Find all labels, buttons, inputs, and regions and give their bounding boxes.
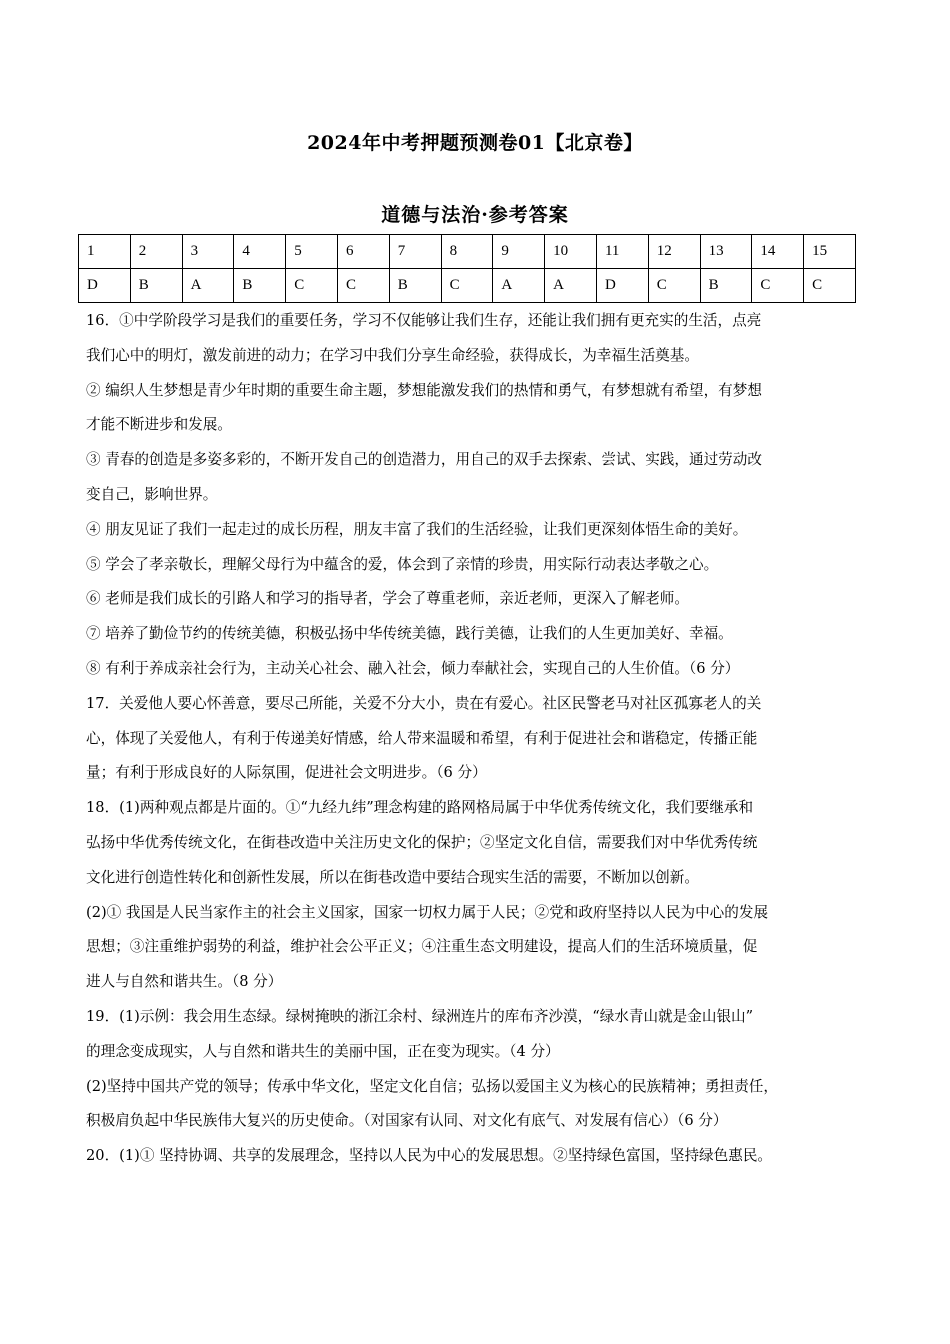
question-number-cell: 10 (545, 235, 597, 269)
answer-cell: B (389, 269, 441, 303)
text-line: ③ 青春的创造是多姿多彩的，不断开发自己的创造潜力，用自己的双手去探索、尝试、实践，通过劳动改 (86, 451, 762, 469)
text-line: 我们心中的明灯，激发前进的动力；在学习中我们分享生命经验，获得成长，为幸福生活奠基。 (86, 346, 699, 364)
answer-table (78, 234, 856, 303)
question-number-cell: 8 (441, 235, 493, 269)
text-line: 16．①中学阶段学习是我们的重要任务，学习不仅能够让我们生存，还能让我们拥有更充实的生活，点亮 (86, 312, 762, 329)
text-line: 19．(1)示例：我会用生态绿。绿树掩映的浙江余村、绿洲连片的库布齐沙漠，“绿水青山就是金山银山” (86, 1007, 754, 1025)
answer-cell: B (234, 269, 286, 303)
text-line: ④ 朋友见证了我们一起走过的成长历程，朋友丰富了我们的生活经验，让我们更深刻体悟生命的美好。 (86, 520, 748, 538)
text-line: 17．关爱他人要心怀善意，要尽己所能，关爱不分大小，贵在有爱心。社区民警老马对社区孤寡老人的关 (86, 694, 762, 712)
answer-cell: C (804, 269, 856, 303)
question-number-cell: 4 (234, 235, 286, 269)
question-number-cell: 5 (286, 235, 338, 269)
answer-cell: B (700, 269, 752, 303)
answer-cell: C (337, 269, 389, 303)
question-number-cell: 12 (648, 235, 700, 269)
page-title: 2024年中考押题预测卷01【北京卷】 (307, 132, 643, 154)
text-line: 的理念变成现实，人与自然和谐共生的美丽中国，正在变为现实。（4 分） (86, 1042, 560, 1060)
answer-cell: C (752, 269, 804, 303)
text-line: ⑤ 学会了孝亲敬长，理解父母行为中蕴含的爱，体会到了亲情的珍贵，用实际行动表达孝敬之心。 (86, 555, 719, 573)
answer-cell: A (545, 269, 597, 303)
text-line: 积极肩负起中华民族伟大复兴的历史使命。（对国家有认同、对文化有底气、对发展有信心）（6 分） (86, 1112, 728, 1130)
text-line: 文化进行创造性转化和创新性发展，所以在街巷改造中要结合现实生活的需要，不断加以创新。 (86, 868, 699, 886)
text-line: 才能不断进步和发展。 (86, 416, 232, 434)
answer-explanations (86, 304, 862, 1174)
text-line: (2)① 我国是人民当家作主的社会主义国家，国家一切权力属于人民；②党和政府坚持以人民为中心的发展 (86, 903, 769, 921)
text-line: 变自己，影响世界。 (86, 485, 218, 503)
text-line: 20．(1)① 坚持协调、共享的发展理念，坚持以人民为中心的发展思想。②坚持绿色富国，坚持绿色惠民。 (86, 1147, 773, 1165)
text-line: ⑥ 老师是我们成长的引路人和学习的指导者，学会了尊重老师，亲近老师，更深入了解老师。 (86, 590, 689, 608)
text-line: 思想；③注重维护弱势的利益，维护社会公平正义；④注重生态文明建设，提高人们的生活环境质量，促 (86, 938, 758, 956)
question-number-cell: 11 (596, 235, 648, 269)
text-line: 弘扬中华优秀传统文化，在街巷改造中关注历史文化的保护；②坚定文化自信，需要我们对中华优秀传统 (86, 833, 758, 851)
answer-cell: C (286, 269, 338, 303)
question-number-cell: 2 (130, 235, 182, 269)
answer-cell: A (182, 269, 234, 303)
question-number-row (79, 235, 856, 269)
text-line: (2)坚持中国共产党的领导；传承中华文化，坚定文化自信；弘扬以爱国主义为核心的民族精神；勇担责任， (86, 1077, 778, 1095)
answer-cell: B (130, 269, 182, 303)
question-number-cell: 14 (752, 235, 804, 269)
answer-cell: D (79, 269, 131, 303)
text-line: 进人与自然和谐共生。（8 分） (86, 973, 283, 991)
answer-cell: A (493, 269, 545, 303)
question-number-cell: 9 (493, 235, 545, 269)
answer-cell: D (596, 269, 648, 303)
answer-row (79, 269, 856, 303)
question-number-cell: 3 (182, 235, 234, 269)
text-line: ⑧ 有利于养成亲社会行为，主动关心社会、融入社会，倾力奉献社会，实现自己的人生价值。（6 分） (86, 659, 740, 677)
answer-cell: C (441, 269, 493, 303)
question-number-cell: 7 (389, 235, 441, 269)
question-number-cell: 15 (804, 235, 856, 269)
text-line: ② 编织人生梦想是青少年时期的重要生命主题，梦想能激发我们的热情和勇气，有梦想就有希望，有梦想 (86, 381, 762, 399)
text-line: 18．(1)两种观点都是片面的。①“九经九纬”理念构建的路网格局属于中华优秀传统文化，我们要继承和 (86, 799, 754, 817)
question-number-cell: 6 (337, 235, 389, 269)
answer-cell: C (648, 269, 700, 303)
text-line: 量；有利于形成良好的人际氛围，促进社会文明进步。（6 分） (86, 764, 487, 782)
question-number-cell: 13 (700, 235, 752, 269)
question-number-cell: 1 (79, 235, 131, 269)
text-line: 心，体现了关爱他人，有利于传递美好情感，给人带来温暖和希望，有利于促进社会和谐稳定，传播正能 (86, 729, 758, 747)
page-subtitle: 道德与法治·参考答案 (381, 204, 569, 226)
text-line: ⑦ 培养了勤俭节约的传统美德，积极弘扬中华传统美德，践行美德，让我们的人生更加美好、幸福。 (86, 625, 733, 643)
